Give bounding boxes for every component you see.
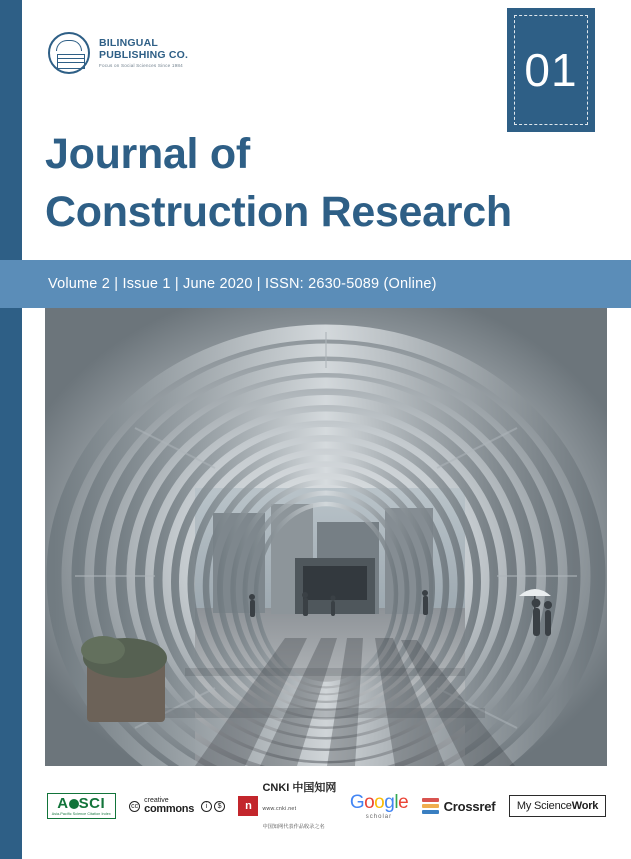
publisher-name-line2: PUBLISHING CO.	[99, 49, 189, 62]
google-scholar-logo	[350, 789, 408, 823]
ap-sci-subtitle: Asia-Pacific Science Citation Index	[51, 812, 111, 817]
issue-number-badge	[507, 8, 595, 132]
ap-sci-wordmark: A SCI	[57, 795, 106, 813]
cc-word-bottom: commons	[144, 803, 195, 815]
crossref-logo	[422, 789, 496, 823]
issue-number: 01	[524, 44, 578, 96]
cc-nc-icon: $	[214, 801, 225, 812]
publisher-globe-icon	[48, 32, 90, 74]
cnki-mark-icon: n	[238, 796, 258, 816]
cnki-logo	[238, 782, 337, 831]
google-scholar-subtitle: scholar	[365, 813, 393, 820]
google-wordmark: Google	[349, 791, 409, 813]
cnki-title: CNKI 中国知网	[262, 782, 337, 795]
publisher-tagline: Focus on Social Sciences Since 1984	[99, 63, 183, 69]
journal-title-line1: Journal of	[45, 130, 250, 178]
creative-commons-logo	[129, 789, 225, 823]
journal-title-line2: Construction Research	[45, 187, 512, 236]
cc-circle-icon: cc	[131, 802, 139, 810]
cnki-url: www.cnki.net	[262, 805, 297, 812]
msw-text-light: My Science	[516, 800, 572, 812]
journal-title	[45, 126, 605, 241]
cover-photograph	[45, 308, 607, 766]
indexing-logos	[22, 775, 631, 837]
cc-by-icon: i	[201, 801, 212, 812]
crossref-wordmark: Crossref	[443, 798, 496, 814]
crossref-mark-icon	[422, 798, 439, 814]
cc-word-top: creative	[144, 797, 169, 804]
left-accent-band	[0, 0, 22, 859]
publisher-logo	[48, 32, 188, 74]
volume-info-strip	[0, 260, 631, 308]
mysciencework-logo	[509, 789, 606, 823]
msw-text-bold: Work	[571, 800, 599, 812]
publisher-name-line1: BILINGUAL	[99, 37, 158, 50]
ap-sci-logo	[47, 789, 116, 823]
volume-info-text: Volume 2 | Issue 1 | June 2020 | ISSN: 2630-5089 (Online)	[48, 276, 437, 292]
cnki-subtitle: 中国知网代表作品收录之名	[262, 824, 325, 831]
